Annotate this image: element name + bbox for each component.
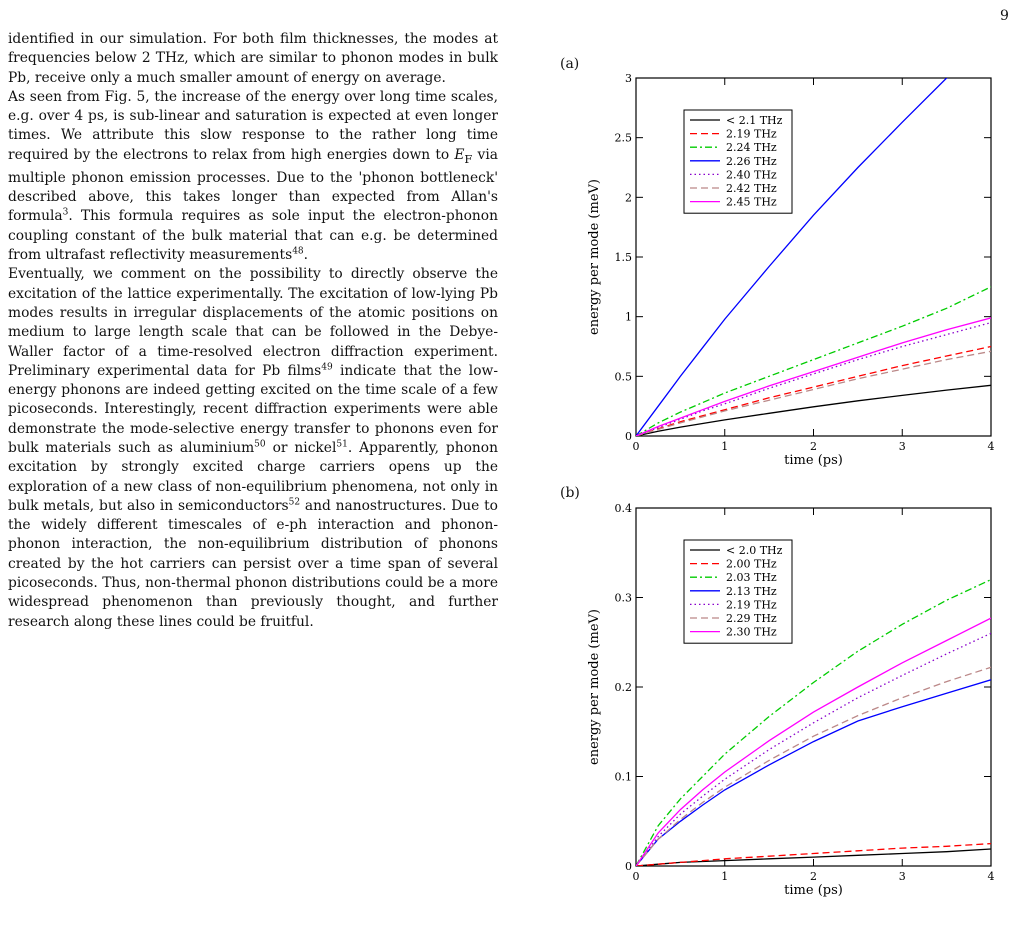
text-run: identified in our simulation. For both film thicknesses, the modes at frequencies below 2 THz, which are similar to phonon modes in bulk Pb, receive only a much smaller amount of energy on average. [8,31,498,86]
series-line [636,318,991,436]
x-tick-label: 1 [721,440,729,453]
legend-label: 2.03 THz [726,571,777,585]
x-tick-label: 2 [810,440,817,453]
text-run: via multiple phonon emission processes. Due to the 'phonon bottleneck' described above, this takes longer than expected from Allan's formula [8,146,498,225]
text-run: E [454,146,465,163]
chart-panel-a [578,62,998,467]
text-run: or nickel [265,439,337,456]
x-tick-label: 3 [898,440,906,453]
y-axis-label: energy per mode (meV) [587,609,602,765]
citation-ref: 48 [292,246,304,257]
legend-label: < 2.0 THz [726,544,783,557]
text-run: . Apparently, phonon excitation by strongly excited charge carriers opens up the exploration of a new class of non-equilibrium phenomena, not only in bulk metals, but also in semiconductors [8,439,498,514]
text-run: . [303,247,309,264]
legend-label: 2.19 THz [726,127,777,141]
legend-label: 2.00 THz [726,557,777,571]
legend-label: 2.30 THz [726,625,777,639]
legend-label: 2.42 THz [726,182,777,195]
y-tick-label: 0.2 [614,681,632,694]
legend-label: 2.13 THz [726,584,777,598]
x-axis-label: time (ps) [784,883,843,898]
body-text-column [8,30,498,632]
text-run: As seen from Fig. 5, the increase of the energy over long time scales, e.g. over 4 ps, is sub-linear and saturation is expected at even longer times. We attribute this slow response to the rather long time required by the electrons to relax from high energies down to [8,88,498,163]
text-run: Eventually, we comment on the possibility to directly observe the excitation of the lattice experimentally. The excitation of low-lying Pb modes results in irregular displacements of the atomic positions on medium to large length scale that can be followed in the Debye-Waller factor of a time-resolved electron diffraction experiment. Preliminary experimental data for Pb films [8,266,498,379]
y-tick-label: 1.5 [614,251,632,264]
series-line [636,633,991,866]
body-paragraph [8,88,498,265]
y-axis-label: energy per mode (meV) [587,179,602,335]
citation-ref: 52 [288,497,301,508]
x-tick-label: 2 [810,870,817,883]
y-tick-label: 3 [625,72,632,85]
body-paragraph [8,30,498,88]
citation-ref: 3 [62,207,69,218]
x-tick-label: 4 [987,440,995,453]
text-run: . This formula requires as sole input the electron-phonon coupling constant of the bulk material that can e.g. be determined from ultrafast reflectivity measurements [8,208,498,264]
panel-label-a: (a) [560,56,580,72]
x-axis-label: time (ps) [784,453,843,468]
y-tick-label: 0.3 [614,591,632,605]
panel-label-b: (b) [560,485,580,501]
x-tick-label: 0 [632,870,640,883]
y-tick-label: 1 [625,310,632,324]
chart-panel-b [578,492,998,897]
legend-label: 2.45 THz [726,195,777,209]
series-line [636,36,991,436]
series-line [636,667,991,866]
citation-ref: 51 [336,439,348,450]
legend-label: 2.40 THz [726,168,777,182]
x-tick-label: 1 [721,870,729,883]
legend-label: 2.24 THz [726,141,777,155]
x-tick-label: 3 [898,870,906,883]
text-run: indicate that the low-energy phonons are indeed getting excited on the time scale of a few picoseconds. Interestingly, recent diffraction experiments were able demonstrate the mode-selective energy transfer to phonons even for bulk materials such as aluminium [8,362,498,456]
x-tick-label: 0 [632,440,640,453]
text-run: and nanostructures. Due to the widely different timescales of e-ph interaction and phonon-phonon interaction, the non-equilibrium distribution of phonons created by the hot carriers can persist over a time span of several picoseconds. Thus, non-thermal phonon distributions could be a more widespread phenomenon than previously thought, and further research along these lines could be fruitful. [8,497,498,630]
y-tick-label: 0 [625,430,632,443]
y-tick-label: 0.1 [614,770,632,784]
y-tick-label: 2.5 [614,131,632,145]
legend-label: 2.19 THz [726,598,777,612]
citation-ref: 49 [321,362,333,373]
series-line [636,680,991,866]
y-tick-label: 0.5 [614,370,632,384]
y-tick-label: 2 [625,191,632,205]
series-line [636,385,991,436]
legend-label: 2.29 THz [726,612,777,625]
y-tick-label: 0 [625,860,632,873]
body-paragraph [8,265,498,632]
y-tick-label: 0.4 [614,502,632,515]
text-run: F [464,151,473,166]
x-tick-label: 4 [987,870,995,883]
citation-ref: 50 [254,439,266,450]
legend-label: 2.26 THz [726,154,777,168]
page-number: 9 [1000,8,1009,24]
legend-label: < 2.1 THz [726,114,783,127]
